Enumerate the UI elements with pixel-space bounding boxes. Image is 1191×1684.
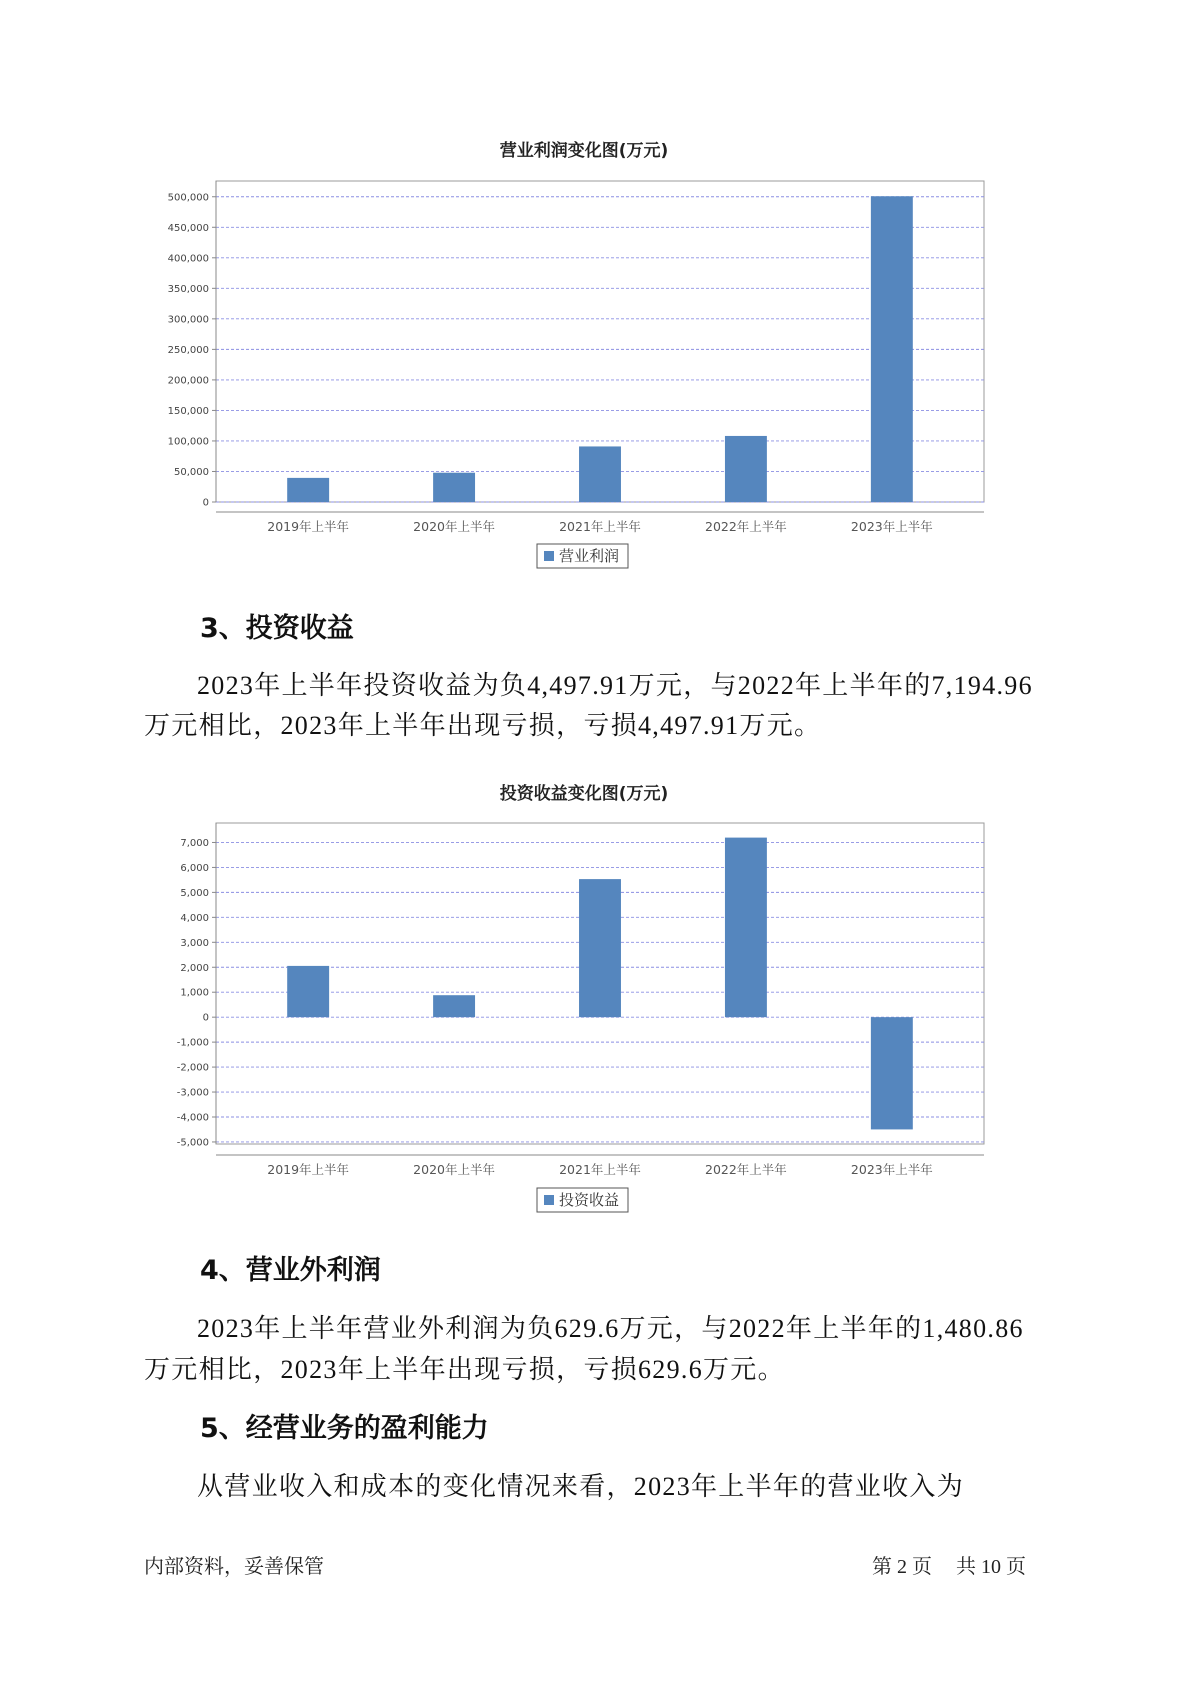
bar-2023 — [871, 1017, 913, 1129]
chart-marks — [168, 181, 984, 534]
chart-title: 投资收益变化图(万元) — [499, 784, 669, 804]
investment-income-chart — [0, 745, 1191, 1225]
page-current: 第 2 页 — [872, 1556, 932, 1578]
footer-confidential-note: 内部资料，妥善保管 — [144, 1556, 324, 1578]
chart-marks — [177, 823, 984, 1177]
category-label: 2023年上半年 — [850, 519, 933, 534]
section-heading-non-operating-profit: 4、营业外利润 — [200, 1255, 381, 1286]
y-tick-label: 5,000 — [180, 887, 209, 899]
y-tick-label: -4,000 — [176, 1112, 209, 1124]
bar-2019 — [287, 966, 329, 1017]
footer-page-number — [872, 1553, 1026, 1581]
legend-label: 投资收益 — [559, 1191, 620, 1209]
y-tick-label: 2,000 — [180, 962, 209, 974]
category-label: 2019年上半年 — [267, 519, 350, 534]
y-tick-label: 4,000 — [180, 912, 209, 924]
chart-title: 营业利润变化图(万元) — [499, 141, 669, 161]
paragraph-line: 万元相比，2023年上半年出现亏损，亏损629.6万元。 — [144, 1355, 785, 1384]
y-tick-label: 1,000 — [180, 987, 209, 999]
y-tick-label: 7,000 — [180, 837, 209, 849]
y-tick-label: -2,000 — [176, 1062, 209, 1074]
y-tick-label: 300,000 — [167, 314, 209, 326]
legend-swatch — [544, 551, 554, 561]
category-label: 2021年上半年 — [559, 519, 641, 534]
bar-2019 — [287, 478, 329, 502]
paragraph-line: 万元相比，2023年上半年出现亏损，亏损4,497.91万元。 — [144, 711, 822, 740]
y-tick-label: 100,000 — [167, 436, 209, 448]
legend — [537, 544, 628, 568]
y-tick-label: 6,000 — [180, 862, 209, 874]
legend — [537, 1188, 628, 1212]
y-tick-label: -3,000 — [176, 1087, 209, 1099]
legend-swatch — [544, 1195, 554, 1205]
bar-2022 — [725, 436, 767, 502]
y-tick-label: 450,000 — [167, 222, 209, 234]
paragraph-line: 2023年上半年投资收益为负4,497.91万元，与2022年上半年的7,194.96 — [197, 671, 1033, 700]
y-tick-label: -1,000 — [176, 1037, 209, 1049]
page-total: 共 10 页 — [956, 1556, 1026, 1578]
y-tick-label: 3,000 — [180, 937, 209, 949]
y-tick-label: 200,000 — [167, 375, 209, 387]
category-label: 2023年上半年 — [850, 1162, 933, 1177]
category-label: 2022年上半年 — [705, 519, 787, 534]
bar-2021 — [579, 446, 621, 502]
y-tick-label: 350,000 — [167, 283, 209, 295]
y-tick-label: 400,000 — [167, 253, 209, 265]
operating-profit-chart — [0, 130, 1191, 580]
y-tick-label: 50,000 — [174, 466, 209, 478]
bar-2020 — [433, 995, 475, 1017]
y-tick-label: 500,000 — [167, 192, 209, 204]
category-label: 2020年上半年 — [413, 519, 495, 534]
category-label: 2021年上半年 — [559, 1162, 641, 1177]
section-heading-investment-income: 3、投资收益 — [200, 613, 354, 644]
category-label: 2019年上半年 — [267, 1162, 350, 1177]
bar-2020 — [433, 473, 475, 502]
bar-2022 — [725, 838, 767, 1018]
section-heading-profitability: 5、经营业务的盈利能力 — [200, 1413, 489, 1444]
y-tick-label: 0 — [202, 1012, 209, 1024]
category-label: 2022年上半年 — [705, 1162, 787, 1177]
y-tick-label: 150,000 — [167, 405, 209, 417]
paragraph-line: 从营业收入和成本的变化情况来看，2023年上半年的营业收入为 — [197, 1472, 965, 1501]
bar-2023 — [871, 196, 913, 502]
y-tick-label: 250,000 — [167, 344, 209, 356]
bar-2021 — [579, 879, 621, 1017]
paragraph-line: 2023年上半年营业外利润为负629.6万元，与2022年上半年的1,480.86 — [197, 1314, 1024, 1343]
y-tick-label: -5,000 — [176, 1137, 209, 1149]
legend-label: 营业利润 — [559, 547, 620, 565]
category-label: 2020年上半年 — [413, 1162, 495, 1177]
y-tick-label: 0 — [202, 497, 209, 509]
